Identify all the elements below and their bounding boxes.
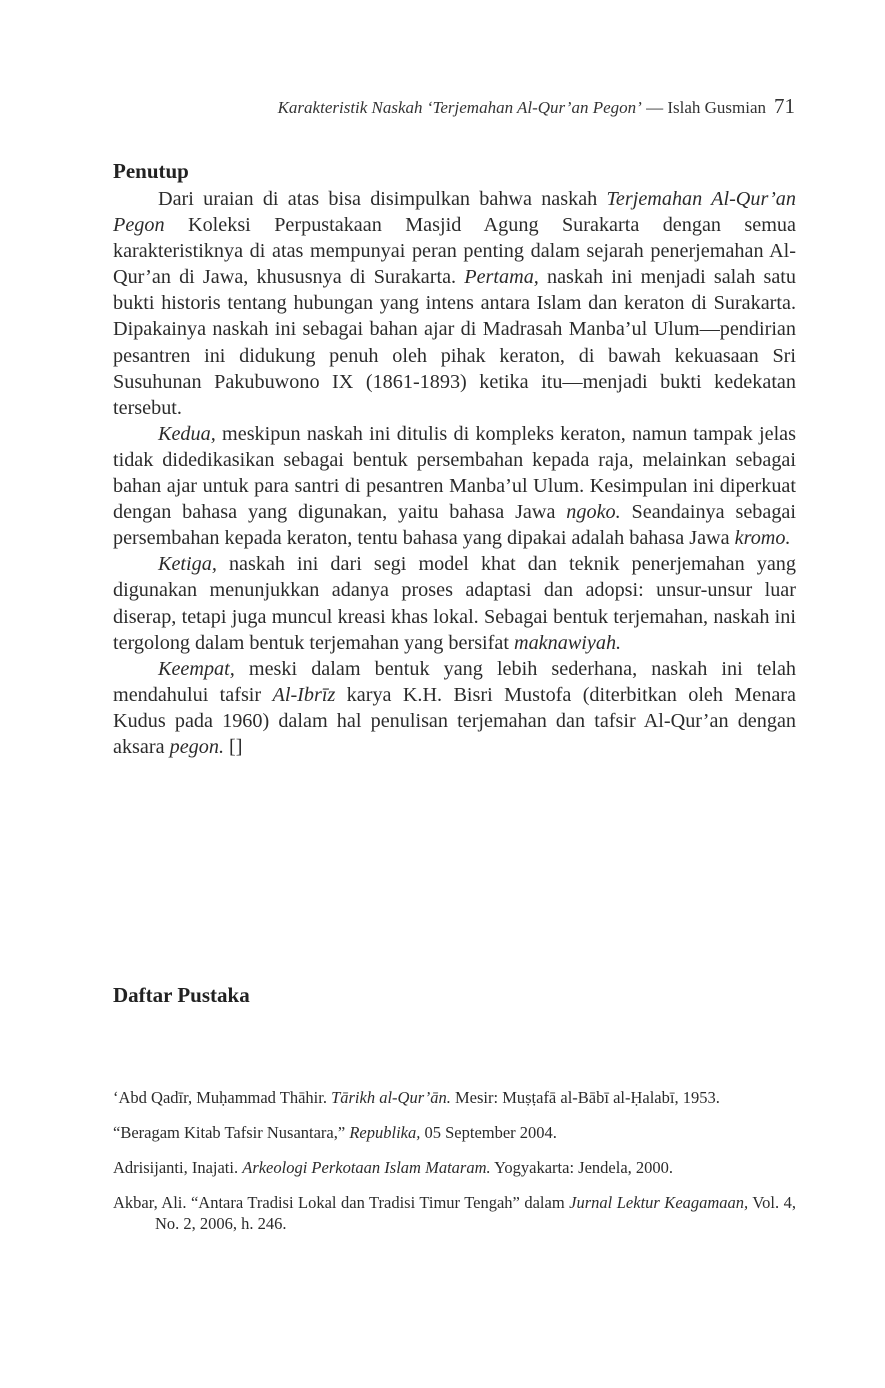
text-run: Dari uraian di atas bisa disimpulkan bahwa naskah	[158, 188, 607, 210]
italic-text: Arkeologi Perkotaan Islam Mataram.	[242, 1158, 491, 1177]
text-run: naskah ini dari segi model khat dan teknik penerjemahan yang digunakan menunjukkan adanya proses adaptasi dan adopsi: unsur-unsur luar diserap, tetapi juga muncul kreasi khas lokal. Sebagai bentuk terjemahan, naskah ini tergolong dalam bentuk terjemahan yang bersifat	[113, 553, 796, 654]
text-run: Vol. 4, No. 2, 2006, h. 246.	[155, 1193, 796, 1233]
text-run: Mesir: Muṣṭafā al-Bābī al-Ḥalabī, 1953.	[450, 1088, 720, 1107]
italic-text: pegon.	[169, 735, 224, 758]
italic-text: Pertama,	[464, 266, 539, 289]
conclusion-paragraph-3	[113, 551, 796, 655]
text-run: Akbar, Ali. “Antara Tradisi Lokal dan Tradisi Timur Tengah” dalam	[113, 1193, 570, 1212]
italic-text: Tārikh al-Qur’ān.	[331, 1088, 451, 1107]
running-header-author: Islah Gusmian	[667, 98, 766, 117]
text-run: naskah ini menjadi salah satu bukti historis tentang hubungan yang intens antara Islam dan keraton di Surakarta. Dipakainya naskah ini sebagai bahan ajar di Madrasah Manba’ul Ulum—pendirian pesantren ini didukung penuh oleh pihak keraton, di bawah kekuasaan Sri Susuhunan Pakubuwono IX (1861-1893) ketika itu—menjadi bukti kedekatan tersebut.	[113, 266, 796, 419]
text-run: Yogyakarta: Jendela, 2000.	[490, 1158, 674, 1177]
running-header	[113, 94, 795, 119]
text-run: karya K.H. Bisri Mustofa (diterbitkan oleh Menara Kudus pada 1960) dalam hal penulisan terjemahan dan tafsir Al-Qur’an dengan aksara	[113, 683, 796, 758]
text-run: 05 September 2004.	[420, 1123, 557, 1142]
text-run: ‘Abd Qadīr, Muḥammad Thāhir.	[113, 1088, 332, 1107]
running-header-title: Karakteristik Naskah ‘Terjemahan Al-Qur’an Pegon’	[277, 98, 642, 117]
conclusion-paragraph-4	[113, 656, 796, 760]
text-run: Adrisijanti, Inajati.	[113, 1158, 243, 1177]
bibliography-entry	[113, 1157, 796, 1178]
italic-text: ngoko.	[566, 501, 621, 524]
italic-text: Kedua,	[158, 422, 216, 445]
italic-text: Keempat,	[158, 657, 235, 680]
bibliography-entry	[113, 1087, 796, 1108]
page-number: 71	[774, 94, 795, 118]
conclusion-body	[113, 186, 796, 760]
bibliography-list	[113, 1087, 796, 1248]
italic-text: Al-Ibrīz	[272, 683, 336, 706]
italic-text: Ketiga,	[158, 553, 217, 576]
bibliography-entry	[113, 1122, 796, 1143]
conclusion-heading: Penutup	[113, 159, 189, 183]
conclusion-paragraph-2	[113, 421, 796, 551]
conclusion-paragraph-1	[113, 186, 796, 421]
italic-text: maknawiyah.	[514, 631, 622, 654]
italic-text: Republika,	[349, 1123, 421, 1142]
text-run: Seandainya sebagai persembahan kepada keraton, tentu bahasa yang dipakai adalah bahasa Jawa	[113, 501, 796, 550]
text-run: Koleksi Perpustakaan Masjid Agung Surakarta dengan semua karakteristiknya di atas mempunyai peran penting dalam sejarah penerjemahan Al-Qur’an di Jawa, khususnya di Surakarta.	[113, 214, 796, 289]
italic-text: kromo.	[734, 527, 791, 550]
italic-text: Jurnal Lektur Keagamaan,	[569, 1193, 749, 1212]
text-run: meski dalam bentuk yang lebih sederhana, naskah ini telah mendahului tafsir	[113, 657, 796, 706]
text-run: “Beragam Kitab Tafsir Nusantara,”	[113, 1123, 350, 1142]
text-run: []	[224, 735, 243, 758]
bibliography-heading: Daftar Pustaka	[113, 983, 250, 1007]
text-run: meskipun naskah ini ditulis di kompleks keraton, namun tampak jelas tidak didedikasikan sebagai bentuk persembahan kepada raja, melainkan sebagai bahan ajar untuk para santri di pesantren Manba’ul Ulum. Kesimpulan ini diperkuat dengan bahasa yang digunakan, yaitu bahasa Jawa	[113, 422, 796, 524]
bibliography-entry	[113, 1192, 796, 1234]
italic-text: Terjemahan Al-Qur’an Pegon	[113, 188, 796, 237]
running-header-separator: —	[641, 98, 668, 117]
